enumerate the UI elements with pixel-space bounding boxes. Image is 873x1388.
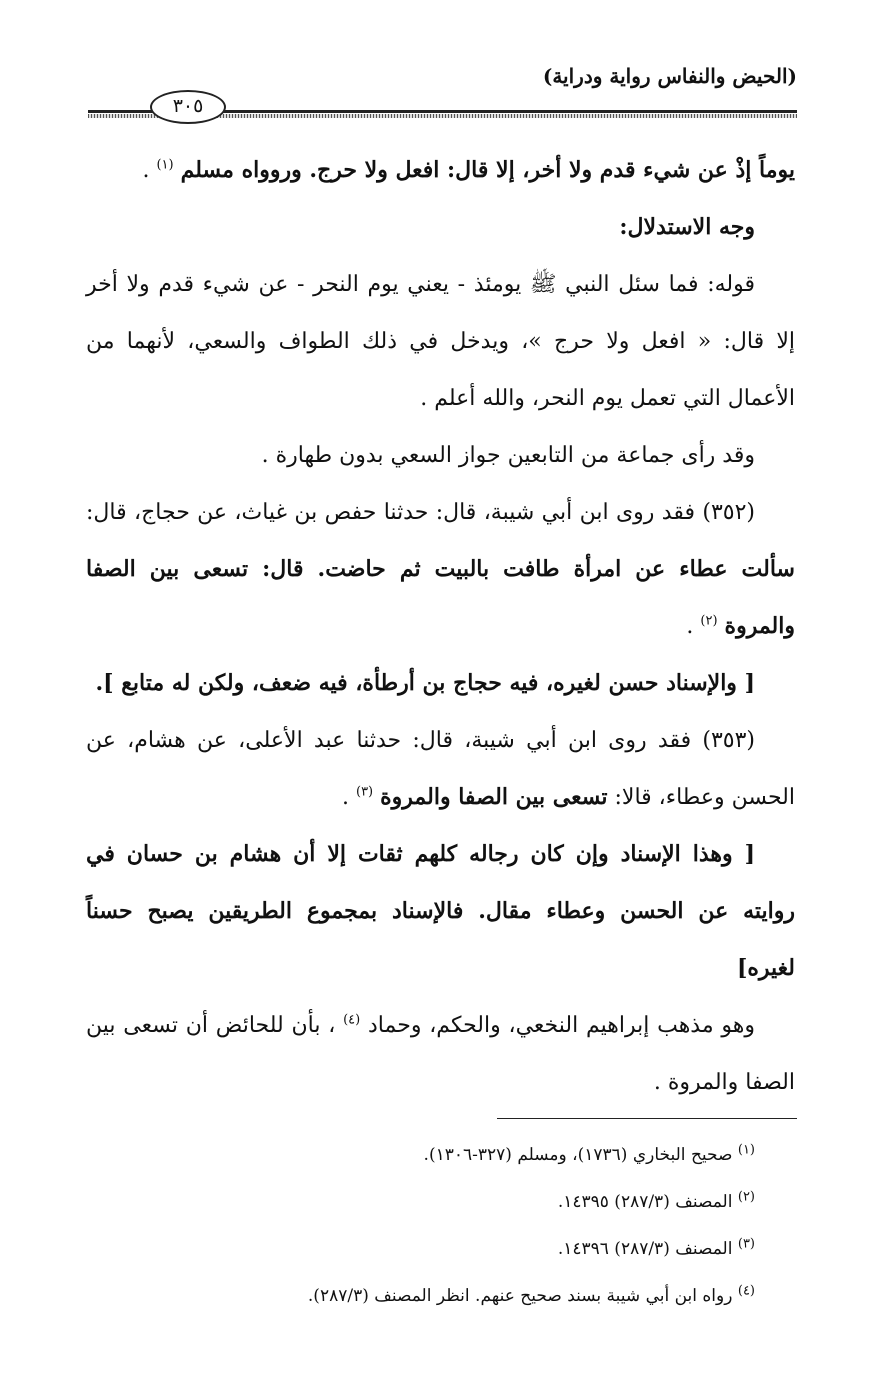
hadith-353-chain: (٣٥٣) فقد روى ابن أبي شيبة، قال: حدثنا عبد الأعلى، عن هشام، عن الحسن وعطاء، قالا: bbox=[86, 728, 795, 810]
grading-353: [ وهذا الإسناد وإن كان رجاله كلهم ثقات إلا أن هشام بن حسان في روايته عن الحسن وعطاء مقال. فالإسناد بمجموع الطريقين يصبح حسناً لغيره] bbox=[86, 841, 795, 981]
paragraph-9 bbox=[86, 997, 795, 1111]
hadith-352-text: سألت عطاء عن امرأة طافت بالبيت ثم حاضت. قال: تسعى بين الصفا والمروة bbox=[86, 556, 795, 639]
main-text bbox=[86, 142, 795, 1111]
footnote-text: رواه ابن أبي شيبة بسند صحيح عنهم. انظر المصنف (٢٨٧/٣). bbox=[307, 1286, 733, 1306]
paragraph-9-text-a: وهو مذهب إبراهيم النخعي، والحكم، وحماد bbox=[368, 1013, 755, 1038]
paragraph-3: قوله: فما سئل النبي ﷺ يومئذ - يعني يوم النحر - عن شيء قدم ولا أخر إلا قال: « افعل ولا حرج »، ويدخل في ذلك الطواف والسعي، لأنهما من الأعمال التي تعمل يوم النحر، والله أعلم . bbox=[86, 272, 795, 411]
paragraph-9-text-b: ، بأن للحائض أن تسعى بين الصفا والمروة . bbox=[86, 1013, 795, 1095]
footnote-text: المصنف (٢٨٧/٣) ١٤٣٩٦. bbox=[557, 1239, 733, 1259]
grading-352: [ والإسناد حسن لغيره، فيه حجاج بن أرطأة، فيه ضعف، ولكن له متابع ]. bbox=[95, 670, 755, 696]
footnote-ref-3: (٣) bbox=[355, 784, 374, 800]
footnote-text: المصنف (٢٨٧/٣) ١٤٣٩٥. bbox=[557, 1192, 733, 1212]
footnote-number: (١) bbox=[737, 1142, 755, 1158]
paragraph-5-end: . bbox=[686, 614, 694, 639]
page-number: ٣٠٥ bbox=[150, 90, 226, 124]
paragraph-5 bbox=[86, 484, 795, 655]
paragraph-4: وقد رأى جماعة من التابعين جواز السعي بدون طهارة . bbox=[261, 443, 755, 468]
footnote-text: صحيح البخاري (١٧٣٦)، ومسلم (٣٢٧-١٣٠٦). bbox=[423, 1145, 733, 1165]
footnote-2 bbox=[120, 1179, 755, 1226]
footnote-separator bbox=[497, 1118, 797, 1119]
footnote-ref-1: (١) bbox=[156, 157, 174, 173]
footnote-4 bbox=[120, 1273, 755, 1320]
paragraph-7-end: . bbox=[341, 785, 349, 810]
paragraph-1-text: يوماً إذْ عن شيء قدم ولا أخر، إلا قال: افعل ولا حرج. وروواه مسلم bbox=[180, 157, 795, 183]
paragraph-7 bbox=[86, 712, 795, 826]
footnote-3 bbox=[120, 1226, 755, 1273]
footnote-ref-2: (٢) bbox=[700, 613, 718, 629]
paragraph-1-end: . bbox=[142, 158, 150, 183]
section-heading: وجه الاستدلال: bbox=[619, 214, 755, 240]
footnote-number: (٢) bbox=[737, 1189, 755, 1205]
footnote-1 bbox=[120, 1132, 755, 1179]
footnotes bbox=[120, 1132, 755, 1320]
footnote-number: (٣) bbox=[737, 1236, 755, 1252]
footnote-number: (٤) bbox=[737, 1283, 755, 1299]
hadith-352-chain: (٣٥٢) فقد روى ابن أبي شيبة، قال: حدثنا حفص بن غياث، عن حجاج، قال: bbox=[86, 500, 755, 525]
footnote-ref-4: (٤) bbox=[343, 1012, 361, 1028]
paragraph-1 bbox=[86, 142, 795, 199]
running-title: (الحيض والنفاس رواية ودراية) bbox=[542, 64, 797, 88]
hadith-353-text: تسعى بين الصفا والمروة bbox=[380, 784, 608, 810]
